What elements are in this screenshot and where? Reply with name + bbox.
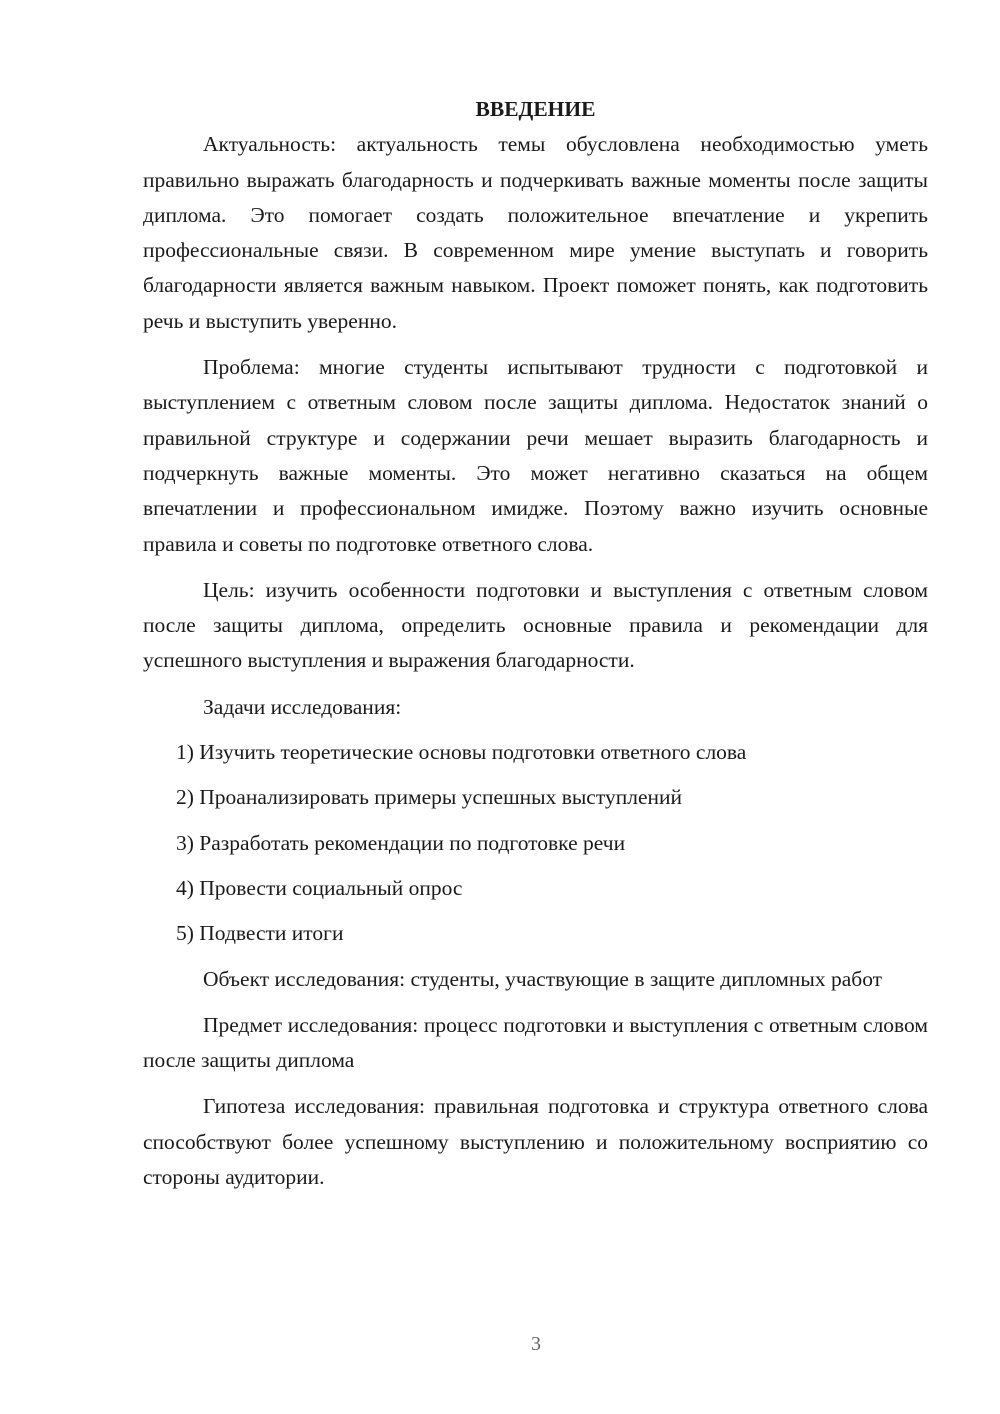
- page-number: 3: [531, 1333, 541, 1355]
- task-item: 1) Изучить теоретические основы подготовки ответного слова: [176, 740, 747, 765]
- tasks-intro: Задачи исследования:: [203, 694, 402, 719]
- research-subject-paragraph: Предмет исследования: процесс подготовки и выступления с ответным словом после защиты диплома: [143, 1012, 928, 1073]
- task-item: 5) Подвести итоги: [176, 921, 344, 946]
- research-hypothesis-paragraph: Гипотеза исследования: правильная подготовка и структура ответного слова способствуют более успешному выступлению и положительному восприятию со стороны аудитории.: [143, 1094, 928, 1190]
- research-object-paragraph: Объект исследования: студенты, участвующие в защите дипломных работ: [203, 966, 883, 991]
- tasks-list: [143, 735, 928, 951]
- task-item: 2) Проанализировать примеры успешных выступлений: [176, 785, 683, 810]
- page-content: [143, 92, 928, 1206]
- task-item: 4) Провести социальный опрос: [176, 875, 463, 900]
- relevance-paragraph: Актуальность: актуальность темы обусловлена необходимостью уметь правильно выражать благодарность и подчеркивать важные моменты после защиты диплома. Это помогает создать положительное впечатление и укрепить профессиональные связи. В современном мире умение выступать и говорить благодарности является важным навыком. Проект поможет понять, как подготовить речь и выступить уверенно.: [143, 132, 928, 333]
- goal-paragraph: Цель: изучить особенности подготовки и выступления с ответным словом после защиты диплома, определить основные правила и рекомендации для успешного выступления и выражения благодарности.: [143, 577, 928, 673]
- task-item: 3) Разработать рекомендации по подготовке речи: [176, 830, 626, 855]
- problem-paragraph: Проблема: многие студенты испытывают трудности с подготовкой и выступлением с ответным словом после защиты диплома. Недостаток знаний о правильной структуре и содержании речи мешает выразить благодарность и подчеркнуть важные моменты. Это может негативно сказаться на общем впечатлении и профессиональном имидже. Поэтому важно изучить основные правила и советы по подготовке ответного слова.: [143, 355, 928, 556]
- page-heading: ВВЕДЕНИЕ: [475, 97, 596, 121]
